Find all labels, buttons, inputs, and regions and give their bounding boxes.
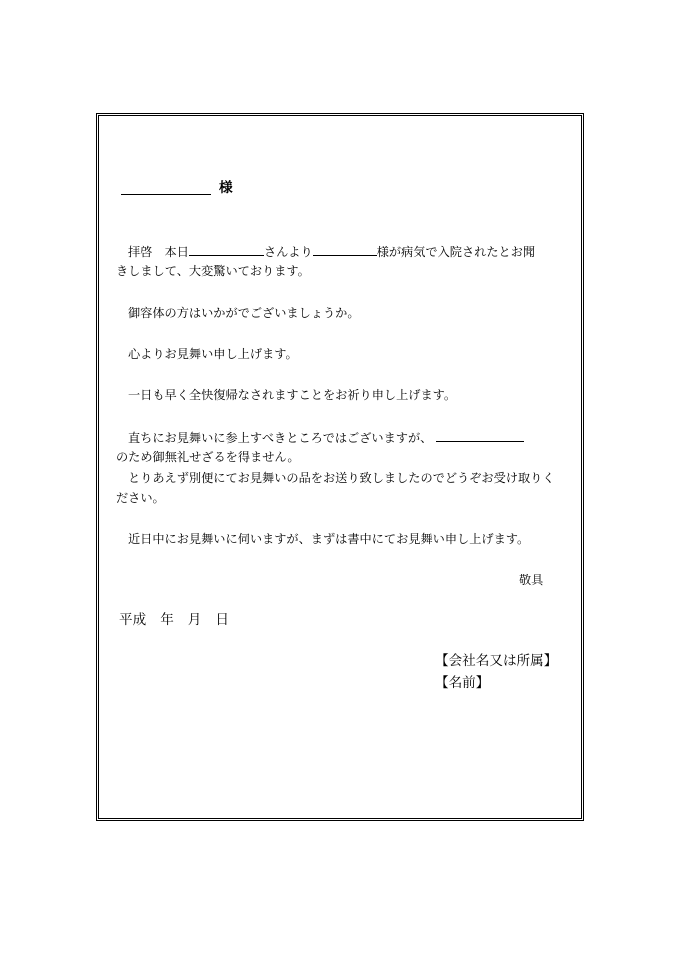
closing-keigu: 敬具 xyxy=(519,573,544,587)
paragraph-3: 心よりお見舞い申し上げます。 xyxy=(128,347,298,361)
date-year-unit: 年 xyxy=(160,612,174,628)
paragraph-5-line-2: のため御無礼せざるを得ません。 xyxy=(116,450,300,464)
paragraph-7: 近日中にお見舞いに伺いますが、まずは書中にてお見舞い申し上げます。 xyxy=(128,532,530,546)
p1-text-c: 様が病気で入院されたとお聞 xyxy=(376,245,536,259)
p1-text-a: 拝啓 本日 xyxy=(128,245,189,259)
reason-blank xyxy=(436,431,524,442)
date-day-unit: 日 xyxy=(215,612,229,628)
date-era: 平成 xyxy=(119,612,147,628)
sender-name: 【名前】 xyxy=(435,675,490,691)
date-month-unit: 月 xyxy=(187,612,202,628)
addressee-suffix: 様 xyxy=(219,180,233,196)
paragraph-6-line-1: とりあえず別便にてお見舞いの品をお送り致しましたのでどうぞお受け取りく xyxy=(128,471,555,485)
paragraph-2: 御容体の方はいかがでございましょうか。 xyxy=(128,306,360,320)
paragraph-4: 一日も早く全快復帰なされますことをお祈り申し上げます。 xyxy=(128,388,457,402)
addressee-blank xyxy=(121,184,211,195)
paragraph-1-line-2: きしまして、大変驚いております。 xyxy=(116,264,310,278)
p5-text-a: 直ちにお見舞いに参上すべきところではございますが、 xyxy=(128,431,433,445)
sender-company: 【会社名又は所属】 xyxy=(435,653,558,669)
paragraph-6-line-2: ださい。 xyxy=(116,491,165,505)
paragraph-1-line-1 xyxy=(128,245,535,258)
date-line xyxy=(119,614,229,628)
p1-text-b: さんより xyxy=(263,245,313,259)
letter-frame xyxy=(96,113,584,821)
patient-blank xyxy=(313,245,377,256)
paragraph-5-line-1 xyxy=(128,431,524,444)
referrer-blank xyxy=(189,245,264,256)
